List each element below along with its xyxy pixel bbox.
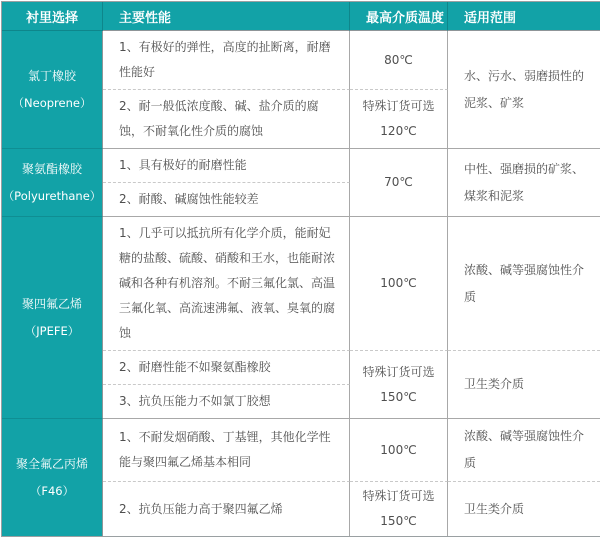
temperature-note: 特殊订货可选: [362, 364, 435, 379]
range-cell: 中性、强磨损的矿浆、煤浆和泥浆: [448, 149, 600, 217]
performance-cell: 2、耐一般低浓度酸、碱、盐介质的腐蚀，不耐氧化性介质的腐蚀: [103, 90, 350, 149]
table-row: [2, 31, 600, 90]
performance-cell: 2、抗负压能力高于聚四氟乙烯: [103, 482, 350, 536]
range-cell: 卫生类介质: [448, 351, 600, 419]
col-header-temperature: 最高介质温度: [350, 2, 448, 31]
performance-cell: 1、几乎可以抵抗所有化学介质，能耐妃糖的盐酸、硫酸、硝酸和王水，也能耐浓碱和各种有机溶剂。不耐三氟化氯、高温三氟化氧、高流速沸氟、液氧、臭氧的腐蚀: [103, 217, 350, 351]
temperature-value: 120℃: [380, 124, 417, 138]
performance-cell: 1、有极好的弹性，高度的扯断离，耐磨性能好: [103, 31, 350, 90]
material-name: 聚全氟乙丙烯: [15, 456, 88, 471]
performance-cell: 1、不耐发烟硝酸、丁基锂，其他化学性能与聚四氟乙烯基本相同: [103, 419, 350, 482]
material-en: （Polyurethane）: [2, 188, 102, 203]
temperature-cell: 70℃: [350, 149, 448, 217]
temperature-value: 150℃: [380, 389, 417, 404]
range-cell: 卫生类介质: [464, 501, 525, 516]
lining-selection-table: [1, 1, 600, 537]
table-row: [2, 217, 600, 351]
col-header-lining: 衬里选择: [2, 2, 103, 31]
col-header-range: 适用范围: [448, 2, 600, 31]
material-name: 氯丁橡胶: [27, 68, 76, 83]
range-cell: 浓酸、碱等强腐蚀性介质: [448, 419, 600, 482]
col-header-performance: 主要性能: [103, 2, 350, 31]
material-cell-polyurethane: [2, 149, 103, 217]
material-name: 聚氨酯橡胶: [21, 161, 82, 176]
table-row: [2, 149, 600, 183]
performance-cell: 1、具有极好的耐磨性能: [103, 149, 350, 183]
table-row: [2, 419, 600, 482]
performance-cell: 2、耐酸、碱腐蚀性能较差: [103, 183, 350, 217]
material-cell-f46: [2, 419, 103, 536]
material-cell-neoprene: [2, 31, 103, 149]
temperature-cell: 80℃: [350, 31, 448, 90]
temperature-cell: [350, 482, 448, 536]
performance-cell: 3、抗负压能力不如氯丁胶想: [103, 385, 350, 419]
temperature-cell: [350, 90, 448, 149]
temperature-value: 150℃: [380, 514, 417, 528]
temperature-note: 特殊订货可选: [362, 489, 435, 503]
performance-cell: 2、耐磨性能不如聚氨酯橡胶: [103, 351, 350, 385]
material-name: 聚四氟乙烯: [21, 296, 82, 311]
temperature-note: 特殊订货可选: [362, 99, 435, 113]
material-en: （JPEFE）: [24, 323, 80, 338]
temperature-cell: 100℃: [350, 217, 448, 351]
material-cell-ptfe: [2, 217, 103, 419]
temperature-cell: 100℃: [350, 419, 448, 482]
material-en: （F46）: [29, 483, 75, 498]
material-en: （Neoprene）: [12, 95, 92, 110]
range-cell: 浓酸、碱等强腐蚀性介质: [448, 217, 600, 351]
temperature-cell: [350, 351, 448, 419]
range-cell: 水、污水、弱磨损性的泥浆、矿浆: [448, 31, 600, 149]
header-row: [2, 2, 600, 31]
